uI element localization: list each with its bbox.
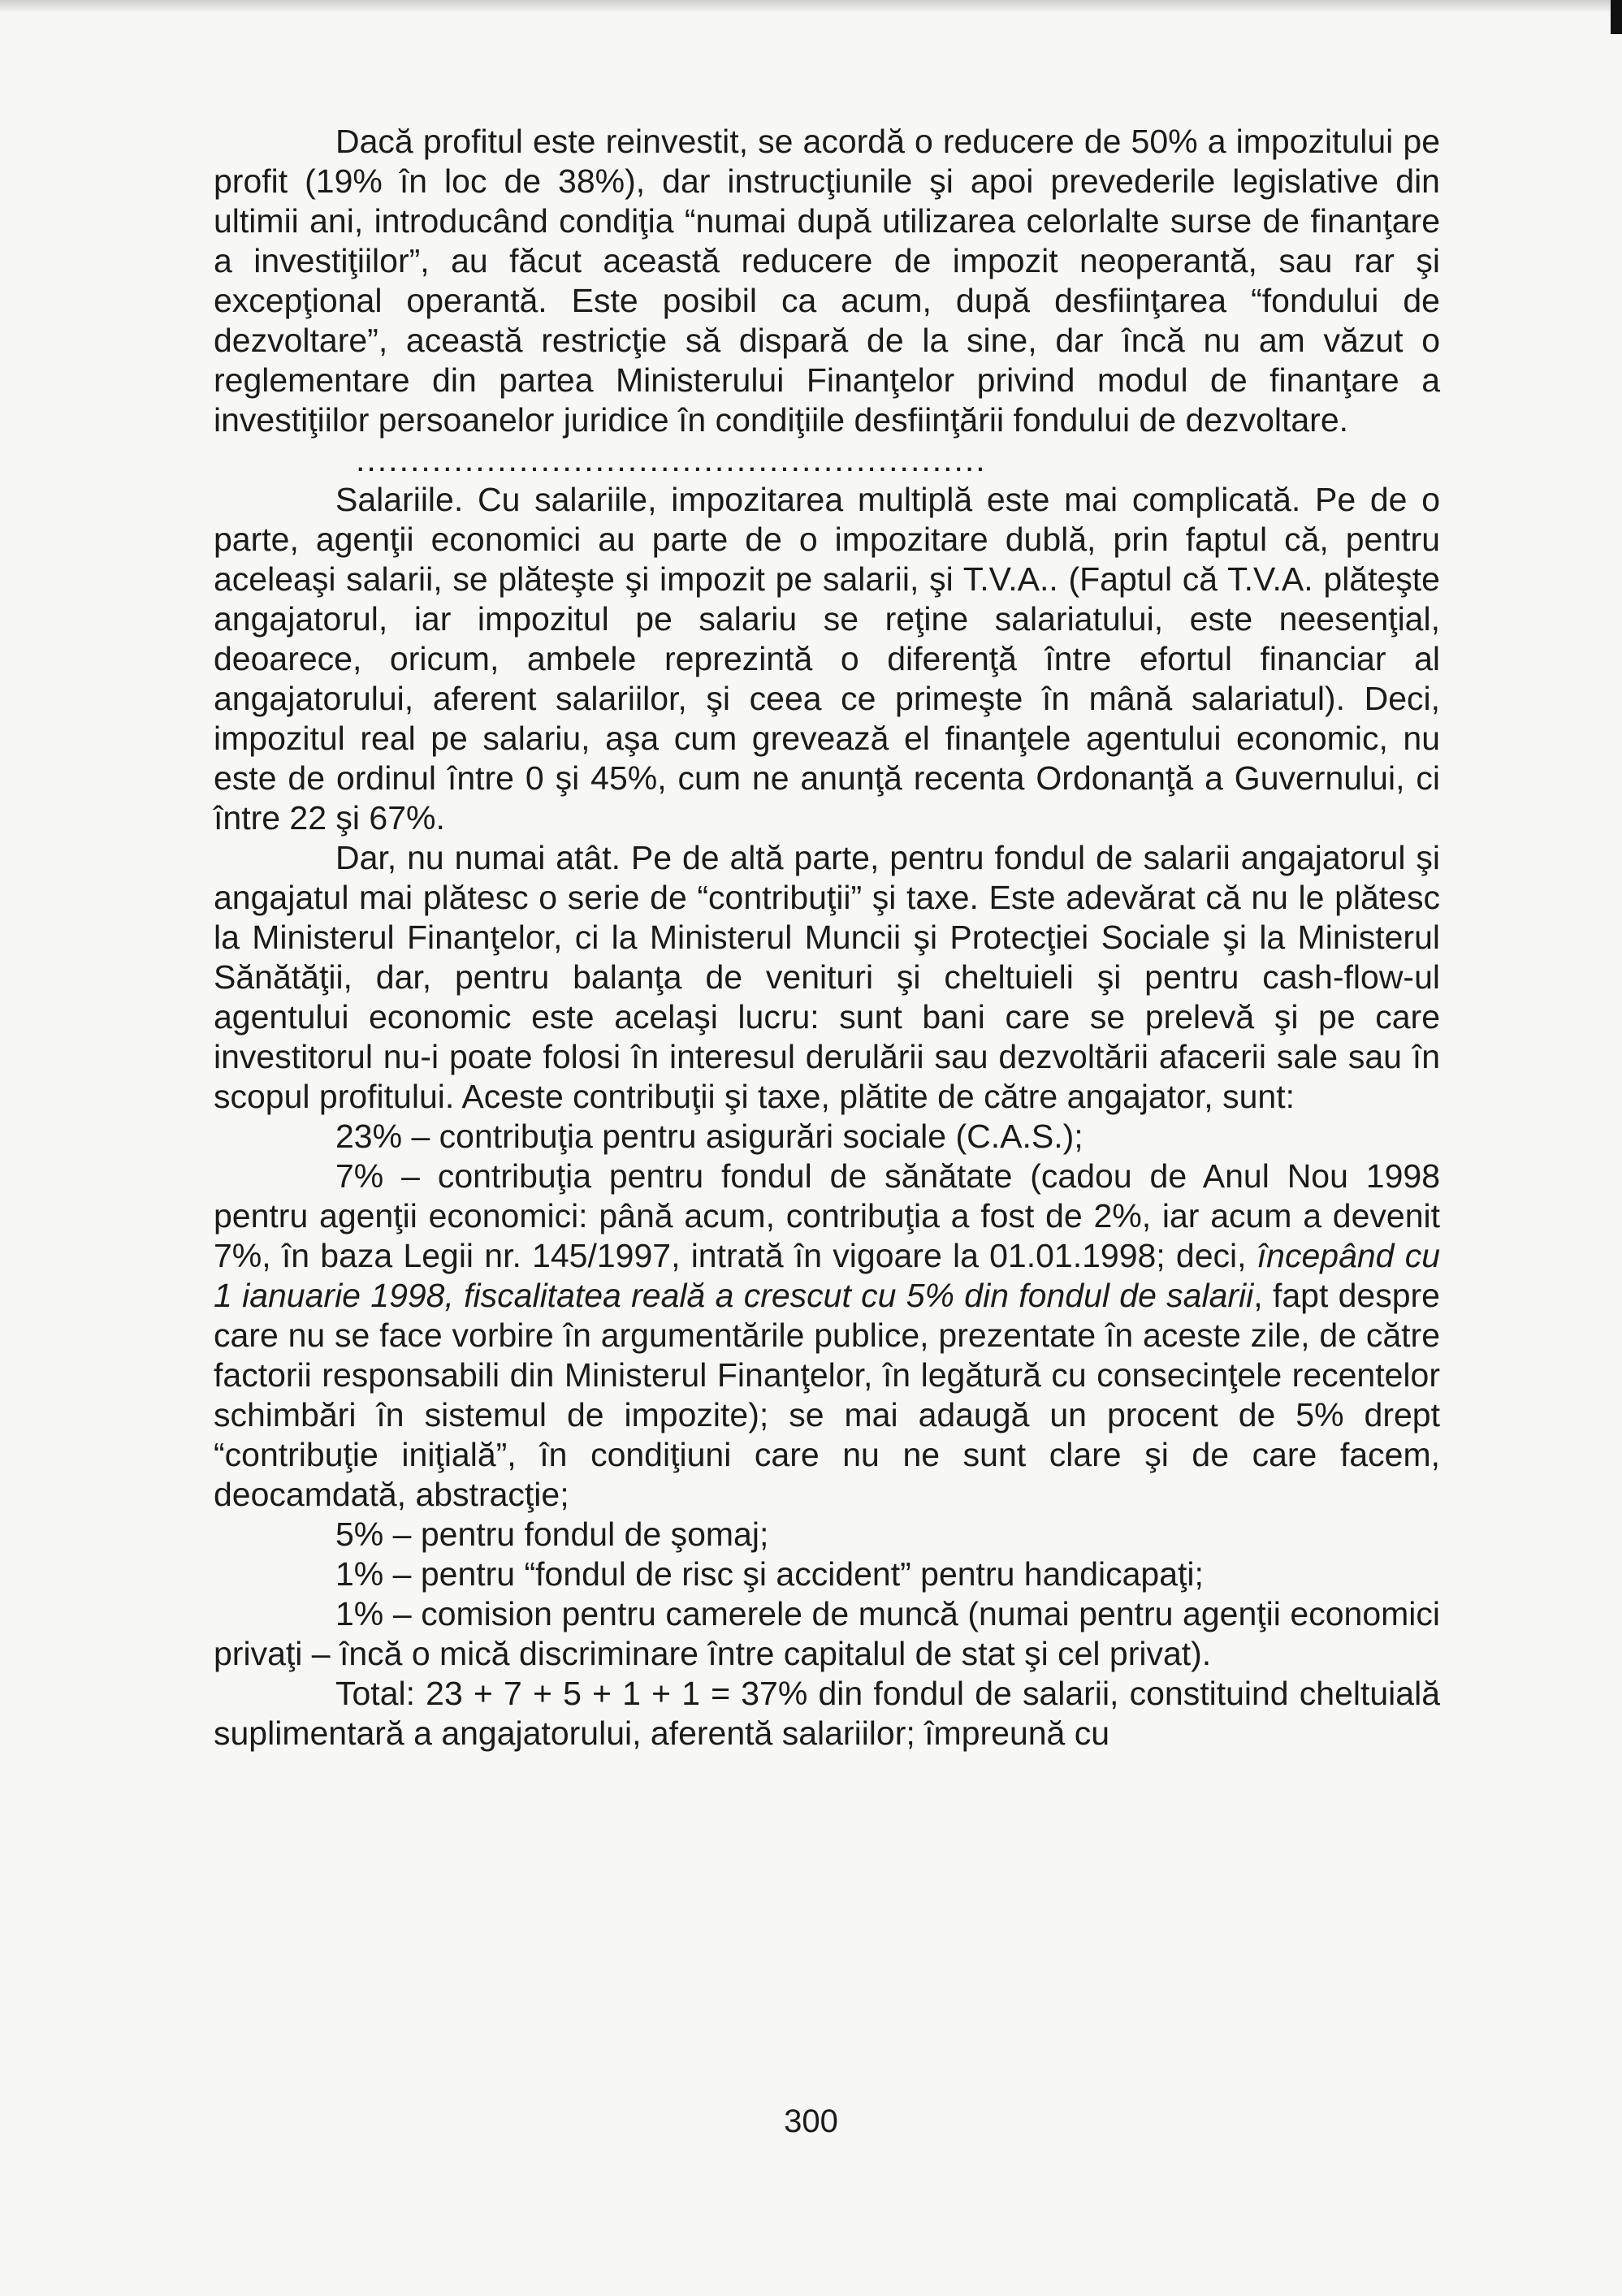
page-body: [214, 122, 1440, 1753]
paragraph-salariile: Salariile. Cu salariile, impozitarea multiplă este mai complicată. Pe de o parte, agenţii economici au parte de o impozitare dublă, prin faptul că, pentru aceleaşi salarii, se plăteşte şi impozit pe salarii, şi T.V.A.. (Faptul că T.V.A. plăteşte angajatorul, iar impozitul pe salariu se reţine salariatului, este neesenţial, deoarece, oricum, ambele reprezintă o diferenţă între efortul financiar al angajatorului, aferent salariilor, şi ceea ce primeşte în mână salariatul). Deci, impozitul real pe salariu, aşa cum grevează el finanţele agentului economic, nu este de ordinul între 0 şi 45%, cum ne anunţă recenta Ordonanţă a Guvernului, ci între 22 şi 67%.: [214, 481, 1440, 837]
scan-top-shadow: [0, 0, 1622, 13]
paragraph-contributii: Dar, nu numai atât. Pe de altă parte, pentru fondul de salarii angajatorul şi angajatul mai plătesc o serie de “contribuţii” şi taxe. Este adevărat că nu le plătesc la Ministerul Finanţelor, ci la Ministerul Muncii şi Protecţiei Sociale şi la Ministerul Sănătăţii, dar, pentru balanţa de venituri şi cheltuieli şi pentru cash-flow-ul agentului economic este acelaşi lucru: sunt bani care se prelevă şi pe care investitorul nu-i poate folosi în interesul derulării sau dezvoltării afacerii sale sau în scopul profitului. Aceste contribuţii şi taxe, plătite de către angajator, sunt:: [214, 839, 1440, 1115]
contribution-cas: 23% – contribuţia pentru asigurări sociale (C.A.S.);: [335, 1118, 1083, 1155]
page-number: 300: [784, 2104, 838, 2139]
contribution-sanatate-text-end: , fapt despre care nu se face vorbire în argumentările publice, prezentate în aceste zile, de către factorii responsabili din Ministerul Finanţelor, în legătură cu consecinţele recentelor schimbări în sistemul de impozite); se mai adaugă un procent de 5% drept “contribuţie iniţială”, în condiţiuni care nu ne sunt clare şi de care facem, deocamdată, abstracţie;: [214, 1277, 1440, 1513]
scan-edge-mark: [1611, 0, 1622, 34]
paragraph-total: Total: 23 + 7 + 5 + 1 + 1 = 37% din fondul de salarii, constituind cheltuială suplimentară a angajatorului, aferentă salariilor; împreună cu: [214, 1675, 1440, 1752]
contribution-sanatate: [214, 1157, 1440, 1515]
contribution-sanatate-text-start: 7% – contribuţia pentru fondul de sănătate (cadou de Anul Nou 1998 pentru agenţii economici: până acum, contribuţia a fost de 2%, iar acum a devenit 7%, în baza Legii nr. 145/1997, intrată în vigoare la 01.01.1998; deci,: [214, 1157, 1440, 1274]
contribution-camere-munca: 1% – comision pentru camerele de muncă (numai pentru agenţii economici privaţi – încă o mică discriminare între capitalul de stat şi cel privat).: [214, 1595, 1440, 1672]
paragraph-profit-reinvestit: Dacă profitul este reinvestit, se acordă o reducere de 50% a impozitului pe profit (19% în loc de 38%), dar instrucţiunile şi apoi prevederile legislative din ultimii ani, introducând condiţia “numai după utilizarea celorlalte surse de finanţare a investiţiilor”, au făcut această reducere de impozit neoperantă, sau rar şi excepţional operantă. Este posibil ca acum, după desfiinţarea “fondului de dezvoltare”, această restricţie să dispară de la sine, dar încă nu am văzut o reglementare din partea Ministerului Finanţelor privind modul de finanţare a investiţiilor persoanelor juridice în condiţiile desfiinţării fondului de dezvoltare.: [214, 123, 1440, 439]
ellipsis-separator: ..........................................................: [356, 441, 987, 478]
contribution-somaj: 5% – pentru fondul de şomaj;: [335, 1516, 769, 1553]
contribution-sanatate-emphasis: începând cu 1 ianuarie 1998, fiscalitatea reală a crescut cu 5% din fondul de salarii: [214, 1237, 1440, 1314]
contribution-risc-accident: 1% – pentru “fondul de risc şi accident” pentru handicapaţi;: [335, 1555, 1204, 1593]
